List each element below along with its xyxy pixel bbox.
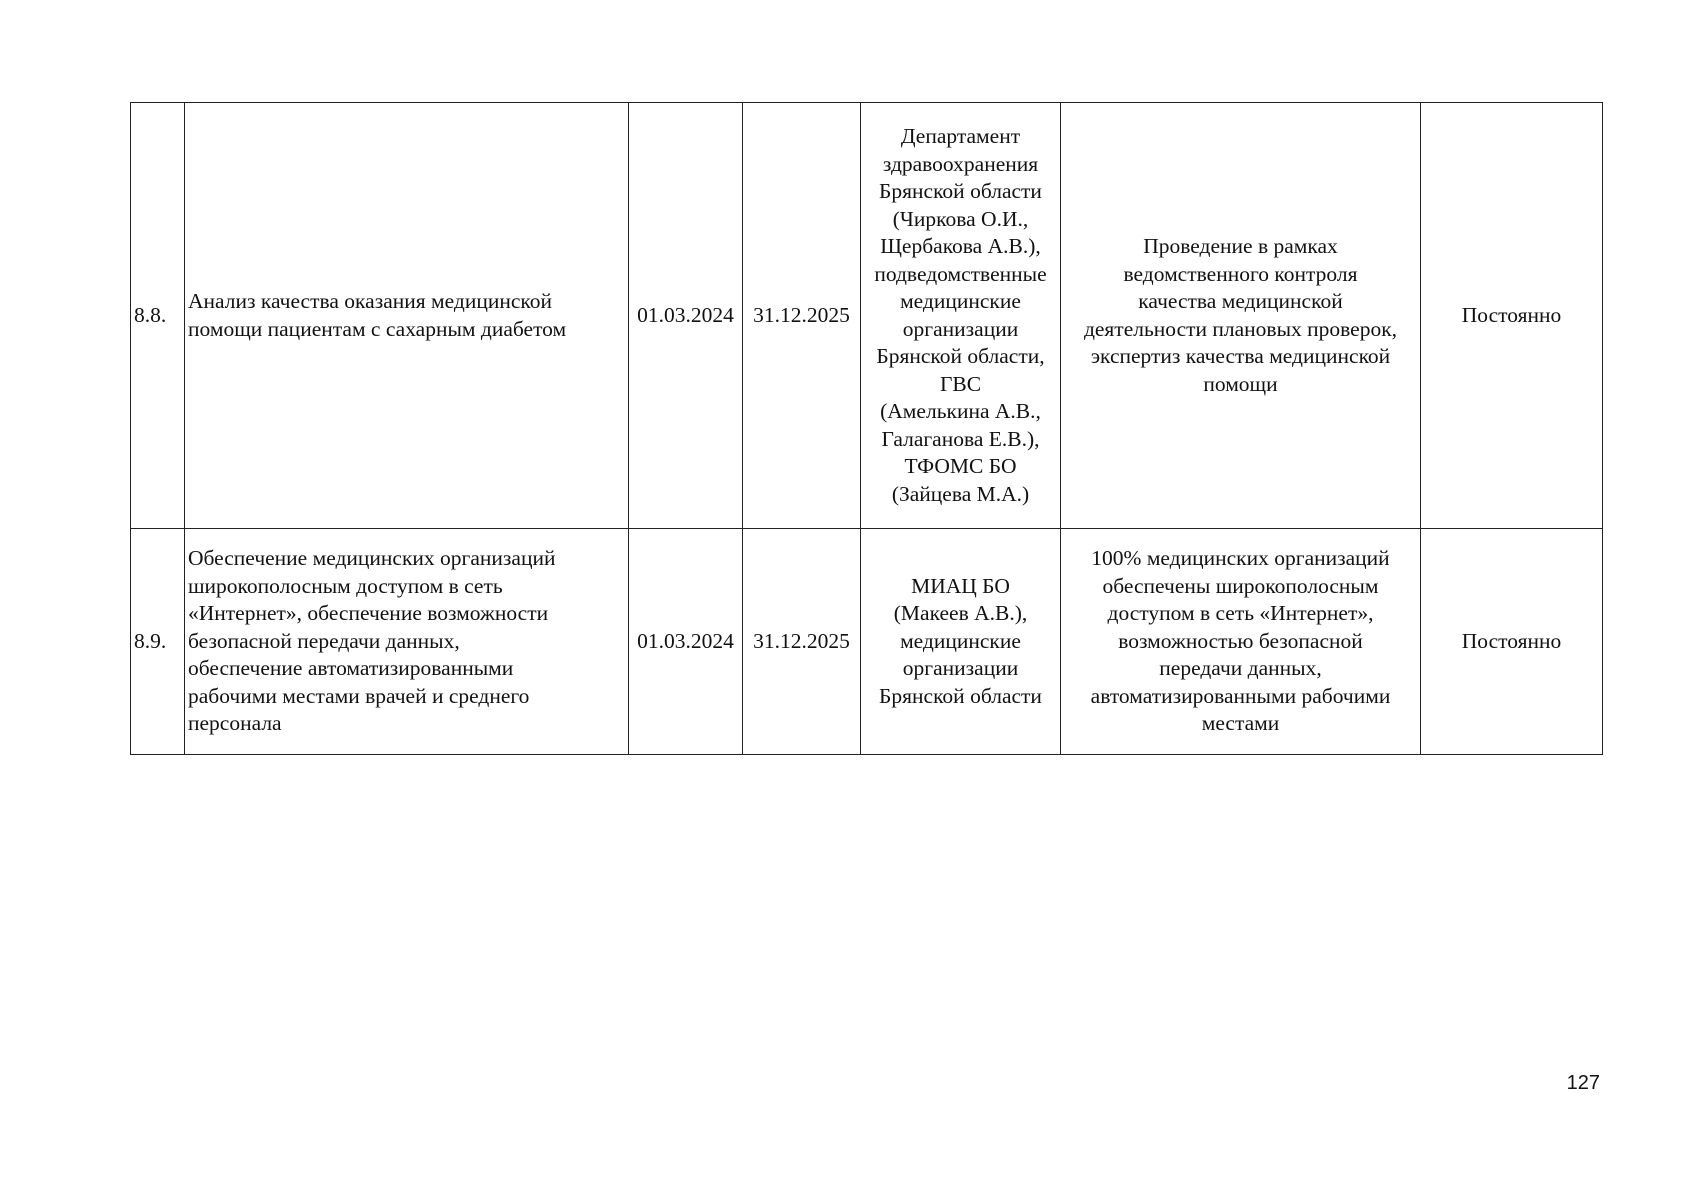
end-date-cell — [743, 103, 861, 529]
activity-name-cell — [185, 529, 629, 755]
activity-name: Анализ качества оказания медицинской помощи пациентам с сахарным диабетом — [188, 289, 567, 341]
start-date: 01.03.2024 — [637, 628, 734, 653]
start-date-cell — [629, 103, 743, 529]
activity-plan-table — [130, 102, 1603, 755]
activity-name-cell — [185, 103, 629, 529]
start-date-cell — [629, 529, 743, 755]
term-cell — [1421, 103, 1603, 529]
expected-result-cell — [1061, 529, 1421, 755]
responsible-cell — [861, 103, 1061, 529]
item-number: 8.8. — [134, 302, 167, 327]
item-number-cell — [131, 529, 185, 755]
table-row — [131, 103, 1603, 529]
term-cell — [1421, 529, 1603, 755]
start-date: 01.03.2024 — [637, 302, 734, 327]
end-date: 31.12.2025 — [753, 302, 850, 327]
expected-result: 100% медицинских организаций обеспечены широкополосным доступом в сеть «Интернет», возможностью безопасной передачи данных, автоматизированными рабочими местами — [1090, 546, 1391, 736]
responsible-cell — [861, 529, 1061, 755]
expected-result-cell — [1061, 103, 1421, 529]
expected-result: Проведение в рамках ведомственного контроля качества медицинской деятельности плановых проверок, экспертиз качества медицинской помощи — [1083, 234, 1398, 396]
responsible-executors: Департамент здравоохранения Брянской области (Чиркова О.И., Щербакова А.В.), подведомственные медицинские организации Брянской области, ГВС (Амелькина А.В., Галаганова Е.В.), ТФОМС БО (Зайцева М.А.) — [874, 124, 1047, 506]
item-number: 8.9. — [134, 628, 167, 653]
end-date: 31.12.2025 — [753, 628, 850, 653]
responsible-executors: МИАЦ БО (Макеев А.В.), медицинские организации Брянской области — [879, 573, 1042, 708]
activity-name: Обеспечение медицинских организаций широкополосным доступом в сеть «Интернет», обеспечение возможности безопасной передачи данных, обеспечение автоматизированными рабочими местами врачей и среднего персонала — [188, 546, 556, 736]
table-row — [131, 529, 1603, 755]
page-number: 127 — [1566, 1072, 1600, 1094]
term: Постоянно — [1461, 628, 1562, 653]
term: Постоянно — [1461, 302, 1562, 327]
end-date-cell — [743, 529, 861, 755]
item-number-cell — [131, 103, 185, 529]
